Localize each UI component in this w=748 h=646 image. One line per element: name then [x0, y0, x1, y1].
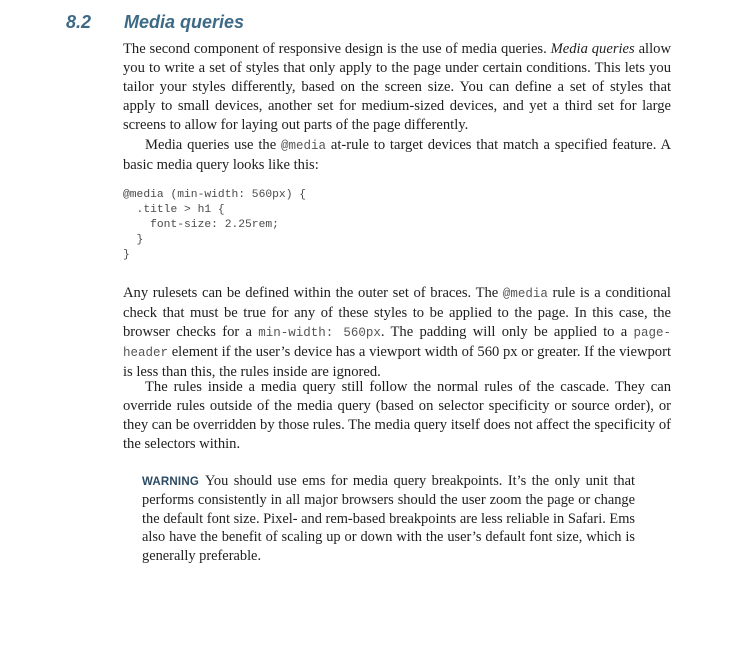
text-run: You should use ems for media query breakpoints. It’s the only unit that performs consistently in all major browsers should the user zoom the page or change the default font size. Pixel- and rem-based breakpoints are less reliable in Safari. Ems also have the benefit of scaling up or down with the user’s default font size, which is generally preferable.: [142, 473, 635, 564]
section-heading: [0, 12, 748, 38]
paragraph-text: The rules inside a media query still follow the normal rules of the cascade. They can override rules outside of the media query (based on selector specificity or source order), or they can be overridden by those rules. The media query itself does not affect the specificity of the selectors within.: [123, 379, 671, 453]
text-run: . The padding will only be applied to a: [380, 324, 634, 341]
inline-code: @media: [281, 139, 327, 153]
inline-code: min-width: 560px: [258, 326, 381, 341]
paragraph-text: [123, 40, 671, 135]
paragraph-cascade: [123, 378, 671, 454]
paragraph-media-queries: [123, 136, 671, 175]
emphasis-term: Media queries: [550, 41, 635, 57]
paragraph-rulesets: [123, 284, 671, 382]
section-title: Media queries: [124, 12, 245, 32]
paragraph-intro: [123, 40, 671, 135]
text-run: rule is a conditional check that must be true for any of these styles to be applied to the page. In this case, the browser checks for a: [123, 285, 671, 341]
text-run: allow you to write a set of styles that only apply to the page under certain conditions. This lets you tailor your styles differently, based on the screen size. You can define a set of styles that apply to small devices, another set for medium-sized devices, and yet a third set for large screens to allow for laying out parts of the page differently.: [123, 41, 671, 134]
inline-code: page-header: [123, 326, 671, 361]
inline-code: @media: [502, 287, 548, 301]
warning-label: WARNING: [142, 476, 199, 488]
text-run: Media queries use the: [145, 137, 282, 153]
text-run: The second component of responsive design is the use of media queries.: [123, 41, 551, 57]
text-run: Any rulesets can be defined within the outer set of braces. The: [123, 285, 503, 301]
paragraph-text: [123, 284, 671, 382]
text-run: at-rule to target devices that match a specified feature. A basic media query looks like this:: [123, 137, 671, 174]
text-run: element if the user’s device has a viewport width of 560 px or greater. If the viewport is less than this, the rules inside are ignored.: [123, 344, 671, 381]
warning-note: [142, 472, 635, 565]
paragraph-text: [123, 136, 671, 175]
code-block: @media (min-width: 560px) { .title > h1 { font-size: 2.25rem; } }: [123, 189, 307, 262]
warning-text: [142, 472, 635, 565]
code-listing: [123, 188, 306, 263]
section-number: 8.2: [66, 12, 92, 32]
